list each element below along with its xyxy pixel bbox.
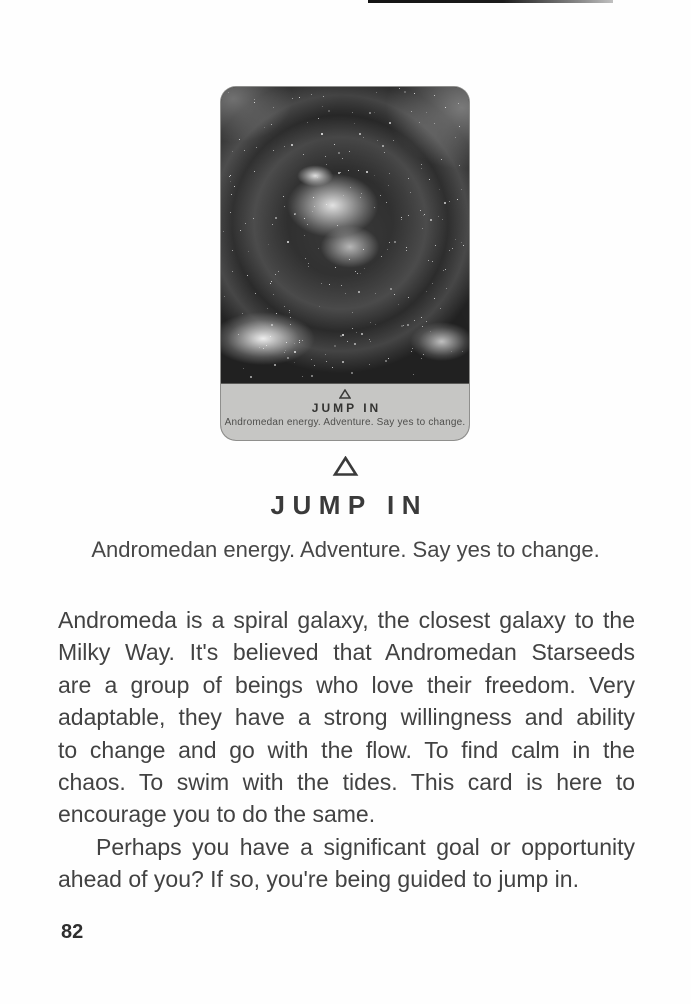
star [245, 223, 246, 224]
star [363, 137, 364, 138]
star [351, 372, 353, 374]
card-title: JUMP IN [311, 401, 382, 415]
star [411, 111, 412, 112]
star [380, 195, 381, 196]
star [322, 106, 323, 107]
star [369, 339, 370, 340]
star [323, 96, 324, 97]
star [285, 350, 286, 351]
star [389, 242, 390, 243]
star [356, 332, 357, 333]
star [385, 360, 387, 362]
star [325, 354, 326, 355]
star [374, 207, 375, 208]
star [342, 361, 344, 363]
star [426, 112, 427, 113]
star [292, 98, 293, 99]
star [366, 171, 368, 173]
text-line: encourage you to do the same. [58, 801, 376, 828]
star [446, 288, 447, 289]
card-caption: Andromedan energy. Adventure. Say yes to change. [224, 417, 466, 428]
star [231, 194, 232, 195]
star [239, 139, 240, 140]
star [451, 351, 452, 352]
star [421, 168, 422, 169]
star [369, 364, 370, 365]
star [358, 170, 359, 171]
star [270, 283, 271, 284]
star [294, 351, 296, 353]
star [273, 294, 274, 295]
star [222, 89, 223, 90]
star [319, 306, 320, 307]
star [254, 99, 255, 100]
star [334, 144, 335, 145]
star [263, 348, 264, 349]
star [232, 151, 233, 152]
star [283, 196, 284, 197]
card-label-band [221, 383, 469, 440]
star [247, 275, 248, 276]
star [403, 325, 404, 326]
text-line: Andromeda is a spiral galaxy, the closest galaxy to the [58, 607, 635, 633]
star [406, 247, 407, 248]
star [357, 273, 358, 274]
star [449, 250, 450, 251]
star [443, 270, 444, 271]
star [275, 217, 277, 219]
star [294, 343, 295, 344]
star [390, 288, 392, 290]
star [432, 283, 433, 284]
star [278, 271, 279, 272]
star [268, 244, 269, 245]
star [408, 178, 409, 179]
star [422, 228, 423, 229]
star [352, 312, 353, 313]
star [271, 324, 273, 326]
star [230, 212, 231, 213]
star [423, 215, 424, 216]
star [376, 92, 377, 93]
star [387, 249, 388, 250]
text-line: Milky Way. It's believed that Andromedan Starseeds [58, 639, 635, 666]
star [308, 266, 309, 267]
star [388, 358, 389, 359]
star [434, 298, 435, 299]
star [414, 320, 415, 321]
star [264, 127, 265, 128]
star [407, 324, 409, 326]
oracle-card [221, 87, 469, 440]
star [275, 274, 276, 275]
star [359, 133, 361, 135]
star [244, 150, 245, 151]
section-subtitle: Andromedan energy. Adventure. Say yes to change. [91, 537, 600, 562]
star [224, 296, 225, 297]
star [377, 140, 378, 141]
star [352, 328, 353, 329]
star [318, 248, 319, 249]
star [384, 152, 385, 153]
star [270, 336, 271, 337]
star [430, 331, 431, 332]
star [394, 241, 396, 243]
star [430, 219, 432, 221]
star [369, 112, 371, 114]
star [345, 293, 346, 294]
star [311, 375, 313, 377]
star [253, 218, 254, 219]
star [445, 269, 446, 270]
star [426, 291, 427, 292]
star [307, 224, 308, 225]
star [340, 172, 341, 173]
star [223, 231, 224, 232]
star [337, 225, 338, 226]
star [374, 175, 375, 176]
star [420, 210, 421, 211]
star [349, 151, 350, 152]
star [434, 95, 435, 96]
star [342, 158, 343, 159]
star [286, 342, 287, 343]
star [370, 341, 371, 342]
star [401, 219, 402, 220]
star [308, 263, 309, 264]
star [348, 170, 349, 171]
star [334, 345, 336, 347]
star [291, 144, 293, 146]
star [438, 216, 439, 217]
star [272, 224, 273, 225]
star [444, 202, 446, 204]
star [248, 251, 249, 252]
star [441, 159, 442, 160]
star [401, 217, 402, 218]
star [290, 324, 291, 325]
star [350, 187, 351, 188]
star [290, 317, 291, 318]
star [388, 185, 389, 186]
star [389, 173, 390, 174]
star [406, 250, 407, 251]
star [313, 197, 314, 198]
star [287, 357, 289, 359]
star [349, 259, 350, 260]
star [284, 146, 285, 147]
star [404, 91, 406, 93]
section-title: JUMP IN [270, 490, 428, 520]
star [375, 293, 376, 294]
star [325, 156, 326, 157]
star [381, 256, 382, 257]
star [449, 201, 450, 202]
star [284, 352, 285, 353]
star [375, 324, 376, 325]
star [419, 122, 420, 123]
star [354, 123, 355, 124]
star [326, 361, 327, 362]
star [399, 88, 400, 89]
star [442, 219, 443, 220]
star [461, 242, 462, 243]
text-line: to change and go with the flow. To find calm in the [58, 736, 635, 763]
star [360, 197, 361, 198]
text-line: Perhaps you have a significant goal or opportunity [96, 833, 635, 860]
star [232, 250, 233, 251]
star [326, 164, 327, 165]
star [435, 245, 436, 246]
star [412, 348, 413, 349]
star [311, 359, 312, 360]
star [426, 321, 427, 322]
star [410, 192, 411, 193]
star [228, 92, 229, 93]
star [284, 306, 285, 307]
star [274, 364, 276, 366]
star [276, 313, 277, 314]
star [284, 206, 285, 207]
star [250, 376, 252, 378]
star [411, 351, 412, 352]
star [428, 260, 429, 261]
star [398, 304, 399, 305]
star [347, 341, 348, 342]
star [361, 193, 362, 194]
star [243, 368, 244, 369]
star [458, 103, 459, 104]
star [462, 351, 463, 352]
star [408, 297, 409, 298]
star [311, 94, 312, 95]
star [302, 376, 303, 377]
star [459, 126, 460, 127]
star [305, 258, 306, 259]
star [424, 214, 425, 215]
triangle-icon [0, 456, 691, 477]
star [457, 199, 458, 200]
star [386, 202, 387, 203]
star [439, 189, 440, 190]
star [341, 285, 342, 286]
star [230, 181, 231, 182]
star [256, 147, 257, 148]
star [317, 177, 318, 178]
star [287, 241, 289, 243]
star [259, 347, 260, 348]
star [455, 137, 456, 138]
star [394, 294, 395, 295]
star [299, 97, 300, 98]
star [352, 112, 353, 113]
star [321, 133, 323, 135]
star [273, 107, 274, 108]
star [255, 293, 256, 294]
star [238, 334, 239, 335]
page-number: 82 [61, 921, 84, 943]
star [314, 206, 315, 207]
star [452, 248, 453, 249]
star [294, 214, 295, 215]
star [370, 322, 371, 323]
star [455, 239, 456, 240]
star [361, 333, 363, 335]
star [364, 268, 365, 269]
star [382, 145, 384, 147]
star [242, 313, 243, 314]
star [413, 374, 414, 375]
star [459, 165, 460, 166]
star [434, 123, 435, 124]
star [307, 122, 308, 123]
star [318, 118, 319, 119]
text-line: chaos. To swim with the tides. This card is here to [58, 769, 635, 796]
body-text [58, 604, 635, 896]
star [326, 204, 327, 205]
star [358, 291, 360, 293]
star [232, 271, 233, 272]
star [303, 154, 304, 155]
paragraph [58, 604, 635, 831]
star [230, 175, 231, 176]
galaxy-image [221, 87, 469, 383]
page-top-rule [368, 0, 613, 3]
star [273, 150, 274, 151]
star [254, 171, 255, 172]
star [302, 340, 303, 341]
star [271, 124, 272, 125]
star [304, 218, 305, 219]
star [360, 273, 361, 274]
star [342, 334, 344, 336]
star [354, 343, 356, 345]
star [328, 110, 330, 112]
text-line: ahead of you? If so, you're being guided to jump in. [58, 866, 579, 893]
star [429, 179, 430, 180]
star [374, 112, 375, 113]
star [304, 235, 305, 236]
star [314, 365, 315, 366]
star [445, 107, 446, 108]
text-line: are a group of beings who love their freedom. Very [58, 671, 635, 698]
star [299, 342, 300, 343]
star [343, 195, 344, 196]
star [294, 362, 295, 363]
star [254, 102, 255, 103]
star [393, 140, 394, 141]
star [271, 281, 272, 282]
paragraph [58, 831, 635, 896]
star [423, 354, 424, 355]
star [289, 312, 290, 313]
star [421, 358, 422, 359]
star [432, 261, 433, 262]
star [440, 308, 441, 309]
star [408, 215, 409, 216]
star [267, 308, 268, 309]
text-line: adaptable, they have a strong willingness and ability [58, 704, 635, 731]
star [312, 211, 313, 212]
star [389, 122, 391, 124]
star [461, 189, 462, 190]
star [363, 249, 364, 250]
star [240, 230, 241, 231]
star [421, 164, 422, 165]
star [266, 345, 267, 346]
star [335, 267, 336, 268]
triangle-icon [339, 389, 351, 399]
star [414, 93, 415, 94]
star [421, 317, 422, 318]
star [329, 284, 330, 285]
star [355, 271, 356, 272]
star [422, 326, 423, 327]
star [321, 283, 322, 284]
star [289, 310, 290, 311]
star [234, 186, 235, 187]
star [332, 367, 333, 368]
star [463, 245, 464, 246]
star [338, 152, 340, 154]
